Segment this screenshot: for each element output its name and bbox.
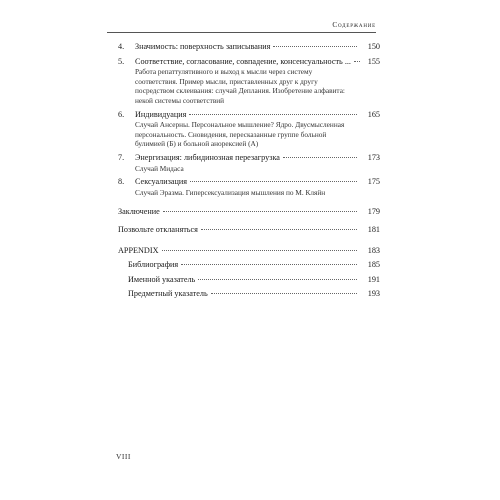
- entry-title: Сексуализация: [135, 177, 188, 187]
- entry-page: 193: [367, 289, 380, 299]
- entry-page: 155: [367, 56, 380, 66]
- entry-description: Работа репаттулятивного и выход к мысли через систему соответствия. Пример мысли, приставленных друг к другу посредством склеивания: случай Деплания. Изобретение алфавита: некой системы соответствий: [135, 67, 345, 105]
- entry-page: 179: [367, 207, 380, 217]
- running-head: Содержание: [332, 21, 376, 29]
- entry-title: Индивидуация: [135, 109, 187, 119]
- entry-title: Энергизация: либидинозная перезагрузка: [135, 152, 280, 162]
- entry-title: Библиография: [128, 260, 179, 270]
- entry-title: Именной указатель: [128, 274, 196, 284]
- entry-page: 150: [367, 42, 380, 51]
- dot-leader: [354, 61, 360, 62]
- entry-number: 5.: [118, 56, 125, 66]
- toc-entry-conclusion: [118, 207, 380, 218]
- toc-entry-appendix: [118, 246, 380, 257]
- entry-description: Случай Ансерны. Персональное мышление? Ядро. Двусмысленная персональность. Сновидения, пересказанные группе больной булимией (Б) и больной анорексией (А): [135, 120, 345, 149]
- dot-leader: [211, 293, 357, 294]
- toc-entry-4: [118, 42, 380, 53]
- entry-title: Позвольте откланяться: [118, 224, 198, 234]
- page-folio: VIII: [116, 452, 131, 461]
- entry-page: 173: [367, 152, 380, 162]
- dot-leader: [190, 181, 357, 182]
- entry-page: 165: [367, 109, 380, 119]
- toc-entry-name-index: [128, 275, 380, 286]
- entry-number: 4.: [118, 42, 125, 51]
- entry-description: Случай Эразма. Гиперсексуализация мышления по М. Кляйн: [135, 187, 326, 197]
- toc-entry-subject-index: [128, 289, 380, 300]
- entry-description: Случай Мидаса: [135, 163, 184, 173]
- entry-page: 185: [367, 260, 380, 270]
- entry-title: Предметный указатель: [128, 289, 208, 299]
- entry-number: 7.: [118, 152, 125, 162]
- dot-leader: [283, 157, 357, 158]
- toc-entry-6: [118, 110, 380, 149]
- entry-title: APPENDIX: [118, 245, 159, 255]
- header-rule: [107, 32, 376, 33]
- dot-leader: [273, 46, 357, 47]
- toc-entry-farewell: [118, 225, 380, 236]
- entry-title: Значимость: поверхность записывания: [135, 42, 271, 51]
- dot-leader: [201, 229, 357, 230]
- entry-page: 175: [367, 177, 380, 187]
- toc-entry-5: [118, 57, 380, 106]
- entry-number: 8.: [118, 177, 125, 187]
- table-of-contents: [118, 42, 380, 304]
- entry-title: Соответствие, согласование, совпадение, консенсуальность ...: [135, 56, 351, 66]
- dot-leader: [163, 211, 357, 212]
- entry-page: 181: [367, 224, 380, 234]
- entry-page: 183: [367, 245, 380, 255]
- dot-leader: [162, 250, 358, 251]
- toc-entry-7: [118, 153, 380, 173]
- dot-leader: [198, 279, 357, 280]
- entry-title: Заключение: [118, 207, 160, 217]
- toc-entry-bibliography: [128, 260, 380, 271]
- entry-number: 6.: [118, 109, 125, 119]
- toc-entry-8: [118, 177, 380, 197]
- dot-leader: [181, 264, 357, 265]
- dot-leader: [189, 114, 357, 115]
- entry-page: 191: [367, 274, 380, 284]
